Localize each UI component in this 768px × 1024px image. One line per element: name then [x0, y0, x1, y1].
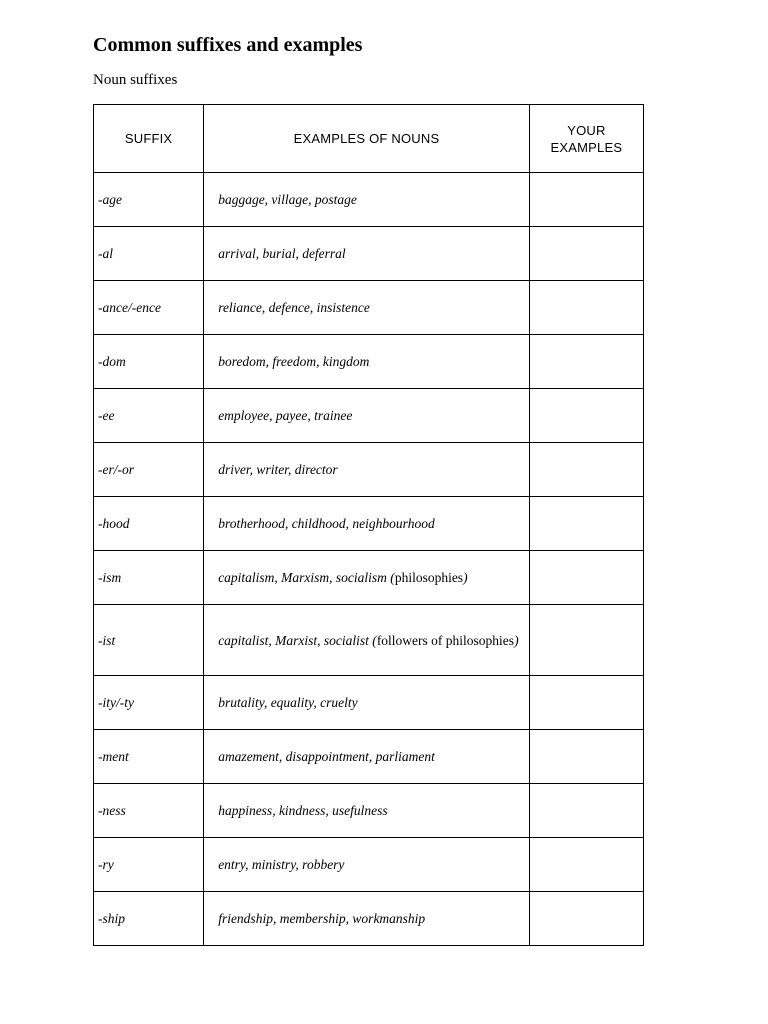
table-row — [94, 443, 644, 497]
example-note: followers of philosophies — [376, 632, 515, 648]
examples-cell — [204, 892, 530, 946]
example-note-close: ) — [463, 570, 468, 585]
your-examples-cell[interactable] — [529, 227, 643, 281]
suffix-cell: -ism — [94, 551, 204, 605]
table-header-row — [94, 105, 644, 173]
examples-cell — [204, 676, 530, 730]
suffix-cell: -dom — [94, 335, 204, 389]
suffix-cell: -hood — [94, 497, 204, 551]
your-examples-cell[interactable] — [529, 676, 643, 730]
examples-cell — [204, 605, 530, 676]
example-words: reliance, defence, insistence — [218, 300, 370, 315]
example-words: baggage, village, postage — [218, 192, 357, 207]
example-words: employee, payee, trainee — [218, 408, 353, 423]
table-row — [94, 676, 644, 730]
example-note-close: ) — [514, 632, 519, 648]
your-examples-cell[interactable] — [529, 551, 643, 605]
example-note: philosophies — [394, 570, 464, 585]
table-row — [94, 838, 644, 892]
suffix-cell: -ment — [94, 730, 204, 784]
examples-cell — [204, 497, 530, 551]
your-examples-cell[interactable] — [529, 497, 643, 551]
examples-cell — [204, 730, 530, 784]
example-words: brutality, equality, cruelty — [218, 695, 358, 710]
header-suffix: SUFFIX — [94, 105, 204, 173]
your-examples-cell[interactable] — [529, 605, 643, 676]
table-row — [94, 784, 644, 838]
suffix-cell: -age — [94, 173, 204, 227]
examples-cell — [204, 173, 530, 227]
table-row — [94, 335, 644, 389]
example-words: driver, writer, director — [218, 462, 338, 477]
table-row — [94, 389, 644, 443]
example-words: entry, ministry, robbery — [218, 857, 345, 872]
examples-cell — [204, 227, 530, 281]
suffix-cell: -er/-or — [94, 443, 204, 497]
header-your-examples: YOUR EXAMPLES — [529, 105, 643, 173]
suffix-cell: -al — [94, 227, 204, 281]
page-title: Common suffixes and examples — [93, 34, 363, 56]
your-examples-cell[interactable] — [529, 173, 643, 227]
table-row — [94, 173, 644, 227]
table-row — [94, 730, 644, 784]
your-examples-cell[interactable] — [529, 443, 643, 497]
suffix-cell: -ist — [94, 605, 204, 676]
your-examples-cell[interactable] — [529, 389, 643, 443]
table-row — [94, 892, 644, 946]
example-words: amazement, disappointment, parliament — [218, 749, 435, 764]
examples-cell — [204, 389, 530, 443]
examples-cell — [204, 335, 530, 389]
example-words: capitalism, Marxism, socialism ( — [218, 570, 395, 585]
table-row — [94, 497, 644, 551]
examples-cell — [204, 443, 530, 497]
example-words: friendship, membership, workmanship — [218, 911, 426, 926]
example-words: capitalist, Marxist, socialist ( — [218, 632, 377, 648]
your-examples-cell[interactable] — [529, 730, 643, 784]
table-row — [94, 605, 644, 676]
your-examples-cell[interactable] — [529, 335, 643, 389]
your-examples-cell[interactable] — [529, 784, 643, 838]
example-words: brotherhood, childhood, neighbourhood — [218, 516, 435, 531]
section-title: Noun suffixes — [93, 72, 178, 88]
table-row — [94, 227, 644, 281]
table-row — [94, 281, 644, 335]
suffix-cell: -ness — [94, 784, 204, 838]
your-examples-cell[interactable] — [529, 838, 643, 892]
suffix-cell: -ship — [94, 892, 204, 946]
examples-cell — [204, 784, 530, 838]
suffix-cell: -ity/-ty — [94, 676, 204, 730]
suffix-cell: -ance/-ence — [94, 281, 204, 335]
examples-cell — [204, 551, 530, 605]
examples-cell — [204, 838, 530, 892]
header-examples-of-nouns: EXAMPLES OF NOUNS — [204, 105, 530, 173]
your-examples-cell[interactable] — [529, 892, 643, 946]
example-words: boredom, freedom, kingdom — [218, 354, 370, 369]
suffix-cell: -ee — [94, 389, 204, 443]
suffix-cell: -ry — [94, 838, 204, 892]
table-body — [94, 173, 644, 946]
examples-cell — [204, 281, 530, 335]
example-words: happiness, kindness, usefulness — [218, 803, 388, 818]
suffix-table — [93, 104, 644, 946]
example-words: arrival, burial, deferral — [218, 246, 346, 261]
table-row — [94, 551, 644, 605]
your-examples-cell[interactable] — [529, 281, 643, 335]
